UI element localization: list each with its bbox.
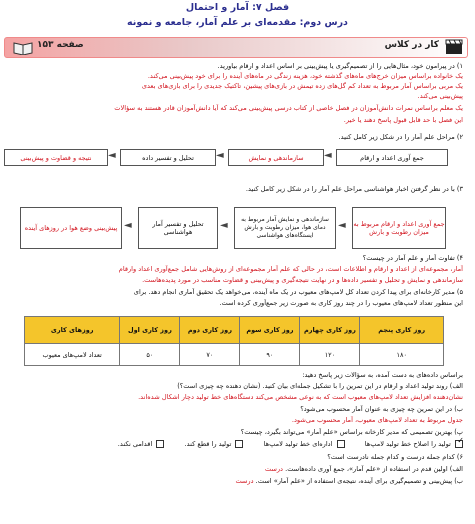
- answer-4b: سازماندهی و نمایش و تحلیل و تفسیر داده‌ها و در نهایت نتیجه‌گیری و پیش‌بینی و قضاوت مناسب در مورد پدیده‌هاست.: [142, 276, 463, 284]
- arrow-left-icon: ◄: [124, 220, 132, 231]
- question-3: ۳) با در نظر گرفتن اخبار هواشناسی مراحل علم آمار را در شکل زیر کامل کنید.: [245, 185, 463, 193]
- arrow-left-icon: ◄: [220, 220, 228, 231]
- table-cell: ۷۰: [180, 344, 240, 366]
- page-reference: صفحه ۱۵۳: [37, 40, 84, 50]
- statement-6b: ب) پیش‌بینی و تصمیم‌گیری برای آینده، نتیجه‌ی استفاده از «علم آمار» است.: [255, 477, 463, 485]
- flow1-step-4: نتیجه و قضاوت و پیش‌بینی: [4, 149, 108, 166]
- table-cell: ۵۰: [120, 344, 180, 366]
- option-2-checkbox[interactable]: [337, 440, 345, 448]
- defect-table: [24, 316, 444, 366]
- lesson-title: درس دوم: مقدمه‌ای بر علم آمار، جامعه و نمونه: [127, 17, 348, 28]
- question-2: ۲) مراحل علم آمار را در شکل زیر کامل کنید.: [338, 133, 463, 141]
- option-1-label: تولید را اصلاح خط تولید لامپ‌ها: [364, 440, 451, 448]
- answer-5-a: نشان‌دهنده افزایش تعداد لامپ‌های معیوب است که به نوعی مشخص می‌کند دستگاه‌های خط تولید دچار اشکال شده‌اند.: [138, 393, 463, 401]
- answer-1e: این فصل با حد قابل قبول پاسخ دهند یا خیر.: [343, 116, 463, 124]
- option-1-checkbox[interactable]: [455, 440, 463, 448]
- question-5a: ۵) مدیر کارخانه‌ای برای پیدا کردن تعداد کل لامپ‌های معیوب در یک ماه آینده، می‌خواهد یک تحقیق آماری انجام دهد. برای: [133, 288, 463, 296]
- answer-6b: درست: [235, 477, 254, 485]
- chapter-title: فصل ۷: آمار و احتمال: [185, 2, 290, 13]
- statement-6a: الف) اولین قدم در استفاده از «علم آمار»، جمع آوری داده‌هاست.: [285, 465, 463, 473]
- flow2-step-2: سازماندهی و نمایش آمار مربوط به دمای هوا، میزان رطوبت و بارش ایستگاه‌های هواشناسی: [234, 207, 336, 249]
- table-cell: ۱۲۰: [300, 344, 360, 366]
- question-6-b: [8, 477, 463, 487]
- clapperboard-icon: [445, 39, 463, 59]
- option-4-label: اقدامی نکند.: [117, 440, 153, 448]
- flow1-step-3: تحلیل و تفسیر داده: [120, 149, 216, 166]
- table-header-day: روز کاری سوم: [240, 317, 300, 344]
- option-2-label: اداره‌ای خط تولید لامپ‌ها: [263, 440, 333, 448]
- option-3-checkbox[interactable]: [235, 440, 243, 448]
- table-header-label: روزهای کاری: [25, 317, 120, 344]
- flow2-step-4: پیش‌بینی وضع هوا در روزهای آینده: [20, 207, 122, 249]
- question-5-p: پ) بهترین تصمیمی که مدیر کارخانه براساس «علم آمار» می‌تواند بگیرد، چیست؟: [240, 428, 463, 436]
- question-4: ۴) تفاوت آمار و علم آمار در چیست؟: [362, 254, 463, 262]
- class-work-label: کار در کلاس: [384, 40, 439, 50]
- table-row-label: تعداد لامپ‌های معیوب: [25, 344, 120, 366]
- flow1-step-2: سازماندهی و نمایش: [228, 149, 324, 166]
- answer-6a: درست: [264, 465, 283, 473]
- table-header-day: روز کاری پنجم: [360, 317, 444, 344]
- table-row: [25, 344, 444, 366]
- options-row: [8, 440, 463, 450]
- question-5-a: الف) روند تولید اعداد و ارقام در این تمرین را با تشکیل جمله‌ای بیان کنید. (نشان دهنده چه چیزی است؟): [177, 382, 463, 390]
- table-header-day: روز کاری چهارم: [300, 317, 360, 344]
- answer-4a: آمار، مجموعه‌ای از اعداد و ارقام و اطلاعات است، در حالی که علم آمار مجموعه‌ای از روش‌هایی شامل جمع‌آوری اعداد وارقام: [118, 265, 463, 273]
- arrow-left-icon: ◄: [338, 220, 346, 231]
- table-cell: ۱۸۰: [360, 344, 444, 366]
- answer-1d: یک معلم براساس نمرات دانش‌آموزان در فصل خاصی از کتاب درسی پیش‌بینی می‌کند که آیا دانش‌آموزان قادر هستند به سؤالات: [114, 104, 463, 112]
- table-header-day: روز کاری دوم: [180, 317, 240, 344]
- flow1-step-1: جمع آوری اعداد و ارقام: [336, 149, 448, 166]
- arrow-left-icon: ◄: [324, 150, 332, 161]
- answer-5-b: جدول مربوط به تعداد لامپ‌های معیوب، آمار محسوب می‌شود.: [291, 416, 463, 424]
- class-work-banner: [4, 37, 468, 58]
- book-icon: [13, 40, 33, 59]
- question-6: ۶) کدام جمله درست و کدام جمله نادرست است؟: [327, 453, 463, 461]
- question-1: ۱) در پیرامون خود، مثال‌هایی را از تصمیم‌گیری یا پیش‌بینی بر اساس اعداد و ارقام بیاورید.: [217, 62, 463, 70]
- question-5-b: ب) در این تمرین چه چیزی به عنوان آمار محسوب می‌شود؟: [300, 405, 463, 413]
- table-row: [25, 317, 444, 344]
- option-3-label: تولید را قطع کند.: [184, 440, 232, 448]
- answer-1c: پیش‌بینی می‌کند.: [417, 92, 463, 100]
- flow2-step-3: تحلیل و تفسیر آمار هواشناسی: [138, 207, 218, 249]
- answer-1a: یک خانواده براساس میزان خرج‌های ماه‌های گذشته خود، هزینه زندگی در ماه‌های آینده را برای خود پیش‌بینی می‌کند.: [147, 72, 463, 80]
- question-6-a: [8, 465, 463, 475]
- option-4-checkbox[interactable]: [156, 440, 164, 448]
- answer-1b: یک مربی براساس آمار مربوط به تعداد کم گل‌های زده تیمش در بازی‌های پیشین، تاکتیک جدیدی را برای بازی‌های بعدی: [141, 82, 463, 90]
- arrow-left-icon: ◄: [108, 150, 116, 161]
- flow2-step-1: جمع آوری اعداد و ارقام مربوط به میزان رطوبت و بارش: [352, 207, 446, 249]
- table-cell: ۹۰: [240, 344, 300, 366]
- arrow-left-icon: ◄: [216, 150, 224, 161]
- question-5b: این منظور تعداد لامپ‌های معیوب را در چند روز کاری به صورت زیر جمع‌آوری کرده است.: [219, 299, 463, 307]
- table-header-day: روز کاری اول: [120, 317, 180, 344]
- question-5c: براساس داده‌های به دست آمده، به سؤالات زیر پاسخ دهید:: [302, 371, 463, 379]
